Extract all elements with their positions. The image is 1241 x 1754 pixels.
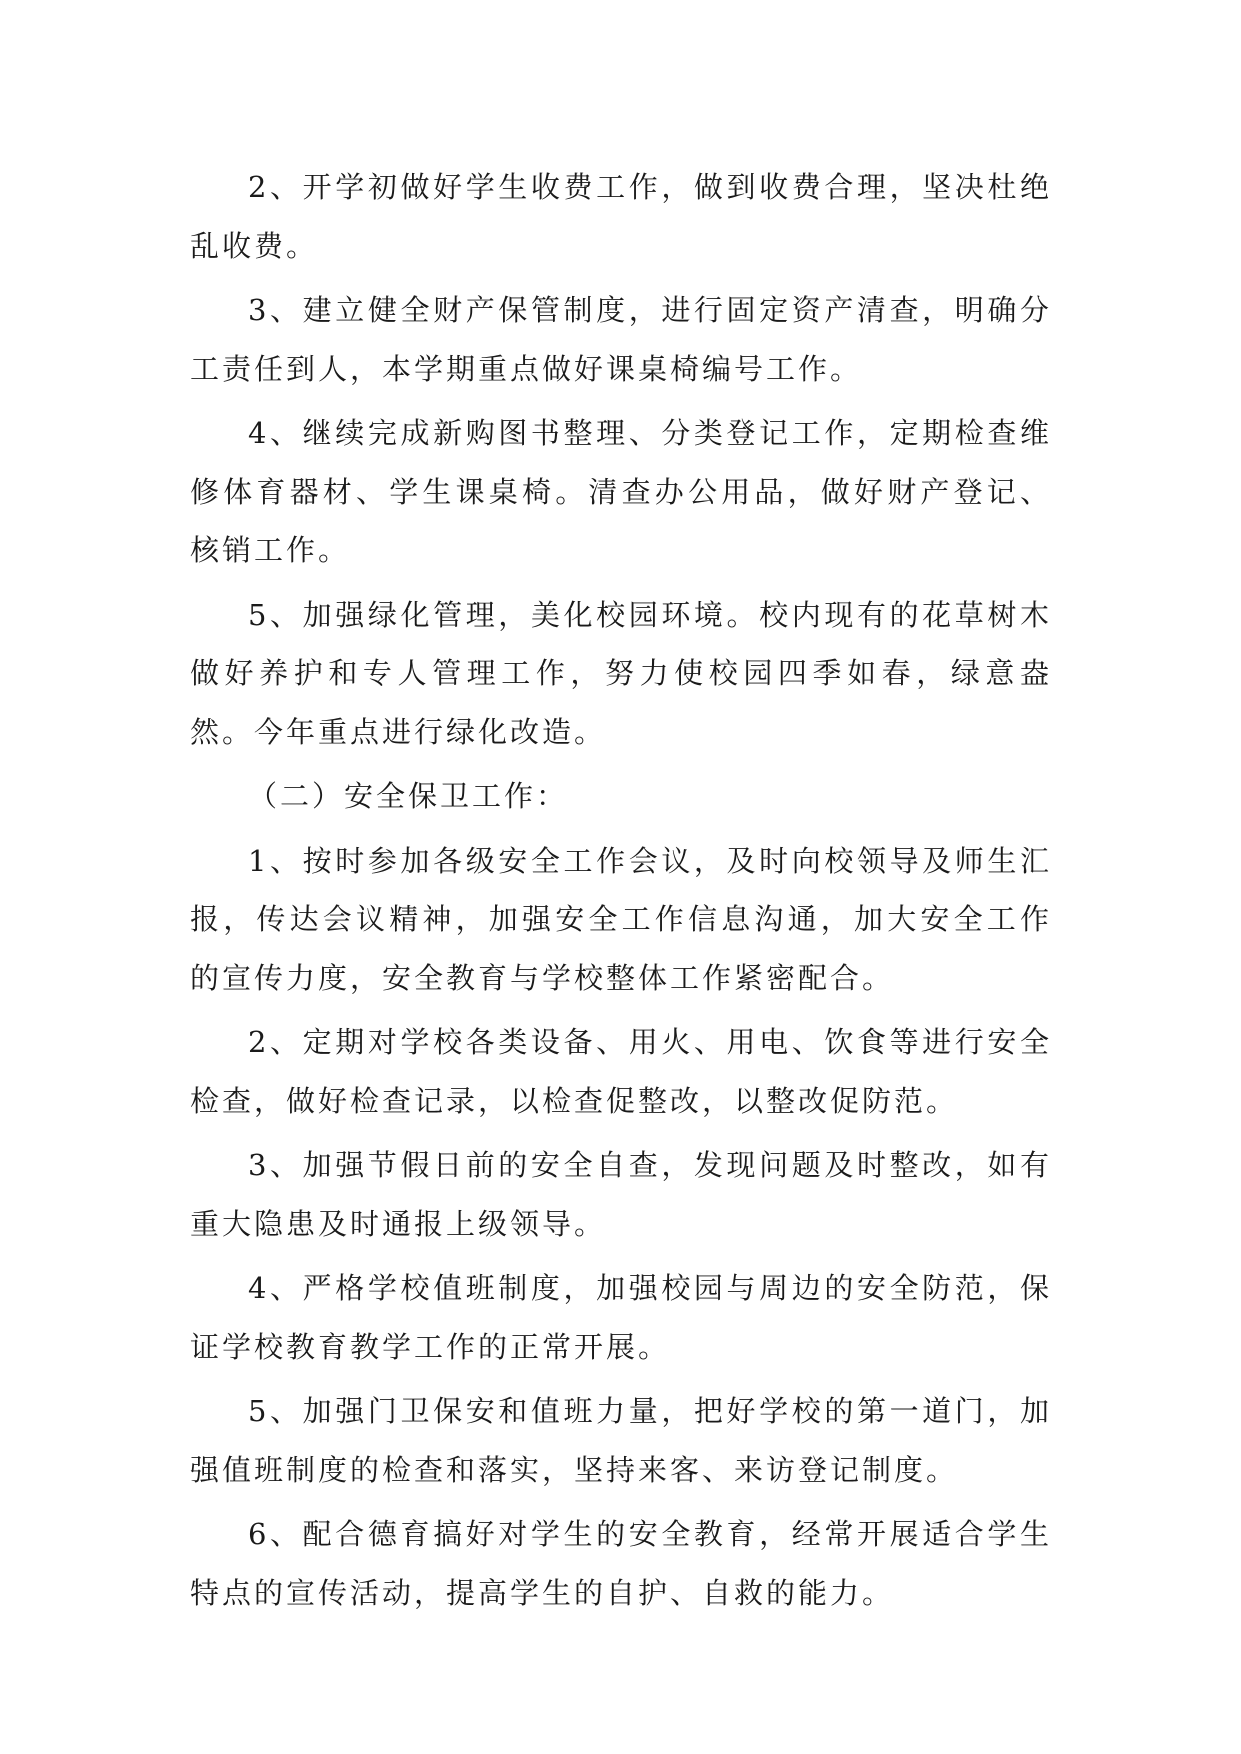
paragraph-item-1-meetings: 1、按时参加各级安全工作会议，及时向校领导及师生汇报，传达会议精神，加强安全工作信息沟通，加大安全工作的宣传力度，安全教育与学校整体工作紧密配合。: [190, 843, 1052, 995]
paragraph-item-5-gate-security: 5、加强门卫保安和值班力量，把好学校的第一道门，加强值班制度的检查和落实，坚持来客、来访登记制度。: [190, 1394, 1052, 1487]
paragraph-item-3-holiday-checks: 3、加强节假日前的安全自查，发现问题及时整改，如有重大隐患及时通报上级领导。: [190, 1148, 1052, 1241]
document-page: [190, 158, 1052, 1628]
section-heading-security: （二）安全保卫工作：: [248, 779, 569, 813]
paragraph-item-5-greening: 5、加强绿化管理，美化校园环境。校内现有的花草树木做好养护和专人管理工作，努力使校园四季如春，绿意盎然。今年重点进行绿化改造。: [190, 597, 1052, 749]
paragraph-item-3-property: 3、建立健全财产保管制度，进行固定资产清查，明确分工责任到人，本学期重点做好课桌椅编号工作。: [190, 293, 1052, 386]
paragraph-item-4-duty-system: 4、严格学校值班制度，加强校园与周边的安全防范，保证学校教育教学工作的正常开展。: [190, 1271, 1052, 1364]
paragraph-item-2-fees: 2、开学初做好学生收费工作，做到收费合理，坚决杜绝乱收费。: [190, 170, 1052, 263]
paragraph-item-6-safety-education: 6、配合德育搞好对学生的安全教育，经常开展适合学生特点的宣传活动，提高学生的自护、自救的能力。: [190, 1517, 1052, 1610]
paragraph-item-2-inspections: 2、定期对学校各类设备、用火、用电、饮食等进行安全检查，做好检查记录，以检查促整改，以整改促防范。: [190, 1025, 1052, 1118]
paragraph-item-4-books: 4、继续完成新购图书整理、分类登记工作，定期检查维修体育器材、学生课桌椅。清查办公用品，做好财产登记、核销工作。: [190, 416, 1052, 567]
